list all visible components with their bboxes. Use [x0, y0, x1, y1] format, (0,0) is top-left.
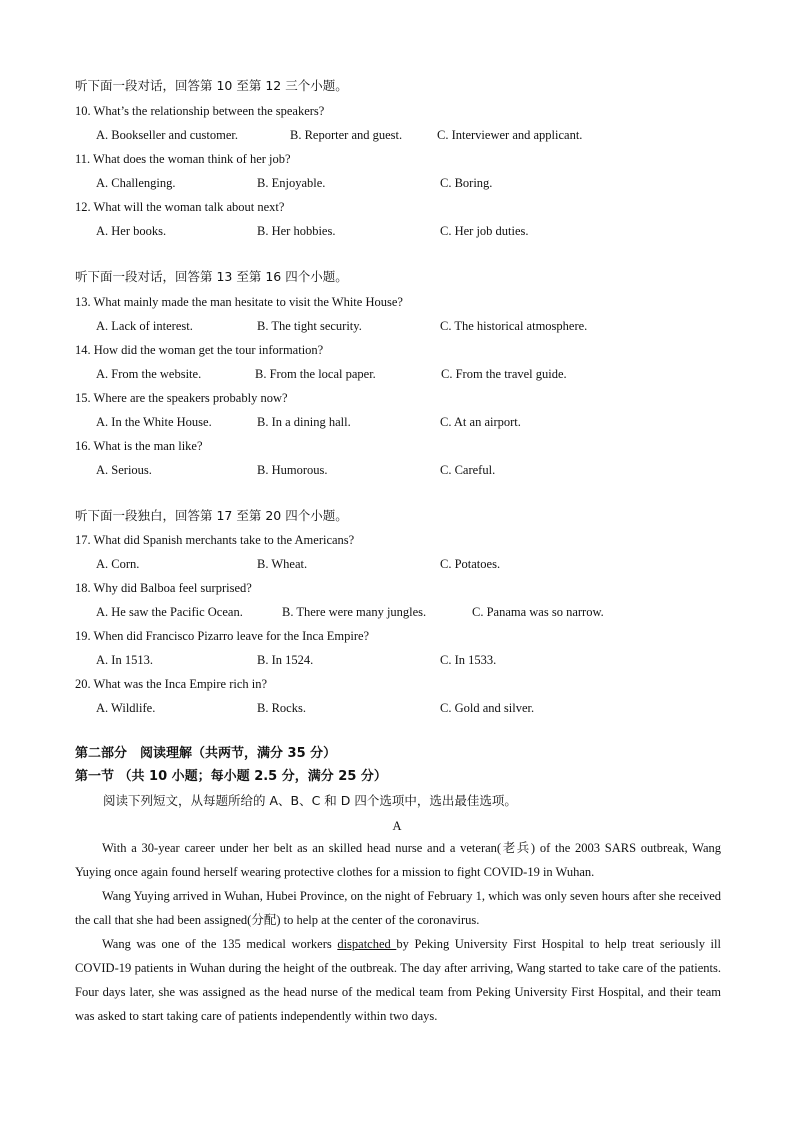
paragraph-1-text: With a 30-year career under her belt as an skilled head nurse and a veteran(老兵) of the 2003 SARS outbreak, Wang Yuying once again found herself wearing protective clothes for a mission to fight COVID-19 in Wuhan.: [75, 841, 721, 879]
q16-option-c: C. Careful.: [440, 463, 496, 477]
q11-option-a: A. Challenging.: [96, 176, 176, 190]
passage-paragraph-3: [75, 932, 721, 1028]
q16-option-a: A. Serious.: [96, 463, 152, 477]
q19-option-a: A. In 1513.: [96, 653, 153, 667]
q14-option-a: A. From the website.: [96, 367, 202, 381]
q11-option-b: B. Enjoyable.: [257, 176, 326, 190]
q18-option-a: A. He saw the Pacific Ocean.: [96, 605, 243, 619]
q20-option-b: B. Rocks.: [257, 701, 306, 715]
question-10: 10. What’s the relationship between the speakers?: [75, 104, 325, 118]
paragraph-2-text: Wang Yuying arrived in Wuhan, Hubei Province, on the night of February 1, which was only seven hours after she received the call that she had been assigned(分配) to help at the center of the coronavirus.: [75, 889, 721, 927]
passage-label: A: [392, 819, 402, 833]
question-13: 13. What mainly made the man hesitate to visit the White House?: [75, 295, 403, 309]
q19-option-c: C. In 1533.: [440, 653, 497, 667]
q17-option-a: A. Corn.: [96, 557, 140, 571]
q18-option-b: B. There were many jungles.: [282, 605, 427, 619]
question-19: 19. When did Francisco Pizarro leave for the Inca Empire?: [75, 629, 370, 643]
q17-option-b: B. Wheat.: [257, 557, 308, 571]
q14-option-c: C. From the travel guide.: [441, 367, 567, 381]
part2-title: 第二部分 阅读理解（共两节，满分 35 分）: [75, 746, 337, 761]
intro-13-16: 听下面一段对话，回答第 13 至第 16 四个小题。: [75, 269, 348, 284]
question-12: 12. What will the woman talk about next?: [75, 200, 285, 214]
q17-option-c: C. Potatoes.: [440, 557, 501, 571]
q12-option-c: C. Her job duties.: [440, 224, 529, 238]
q15-option-c: C. At an airport.: [440, 415, 521, 429]
question-17: 17. What did Spanish merchants take to the Americans?: [75, 533, 355, 547]
intro-17-20: 听下面一段独白，回答第 17 至第 20 四个小题。: [75, 508, 348, 523]
question-15: 15. Where are the speakers probably now?: [75, 391, 288, 405]
section-title: 第一节 （共 10 小题；每小题 2.5 分，满分 25 分）: [75, 769, 387, 784]
q16-option-b: B. Humorous.: [257, 463, 328, 477]
q13-option-b: B. The tight security.: [257, 319, 362, 333]
intro-10-12: 听下面一段对话，回答第 10 至第 12 三个小题。: [75, 78, 348, 93]
reading-instruction: 阅读下列短文，从每题所给的 A、B、C 和 D 四个选项中，选出最佳选项。: [103, 793, 517, 808]
paragraph-3-text-end: by Peking University First Hospital to help treat seriously ill COVID-19 patients in Wuhan during the height of the outbreak. The day after arriving, Wang started to take care of the patients. Four days later, she was assigned as the head nurse of the medical team from Peking University First Hospital, and their team was asked to start taking care of patients independently within two days.: [75, 937, 721, 1023]
q14-option-b: B. From the local paper.: [255, 367, 376, 381]
question-16: 16. What is the man like?: [75, 439, 203, 453]
q13-option-a: A. Lack of interest.: [96, 319, 193, 333]
q10-option-b: B. Reporter and guest.: [290, 128, 403, 142]
question-14: 14. How did the woman get the tour information?: [75, 343, 324, 357]
passage-paragraph-1: [75, 836, 721, 884]
q20-option-a: A. Wildlife.: [96, 701, 156, 715]
question-20: 20. What was the Inca Empire rich in?: [75, 677, 268, 691]
q15-option-a: A. In the White House.: [96, 415, 212, 429]
q12-option-a: A. Her books.: [96, 224, 167, 238]
question-18: 18. Why did Balboa feel surprised?: [75, 581, 252, 595]
q13-option-c: C. The historical atmosphere.: [440, 319, 588, 333]
q10-option-c: C. Interviewer and applicant.: [437, 128, 583, 142]
passage-paragraph-2: [75, 884, 721, 932]
q10-option-a: A. Bookseller and customer.: [96, 128, 238, 142]
q18-option-c: C. Panama was so narrow.: [472, 605, 604, 619]
q11-option-c: C. Boring.: [440, 176, 493, 190]
q12-option-b: B. Her hobbies.: [257, 224, 336, 238]
question-11: 11. What does the woman think of her job?: [75, 152, 291, 166]
q15-option-b: B. In a dining hall.: [257, 415, 351, 429]
q19-option-b: B. In 1524.: [257, 653, 314, 667]
q20-option-c: C. Gold and silver.: [440, 701, 535, 715]
underlined-word-dispatched: dispatched: [337, 937, 397, 951]
paragraph-3-text-start: Wang was one of the 135 medical workers: [102, 937, 338, 951]
